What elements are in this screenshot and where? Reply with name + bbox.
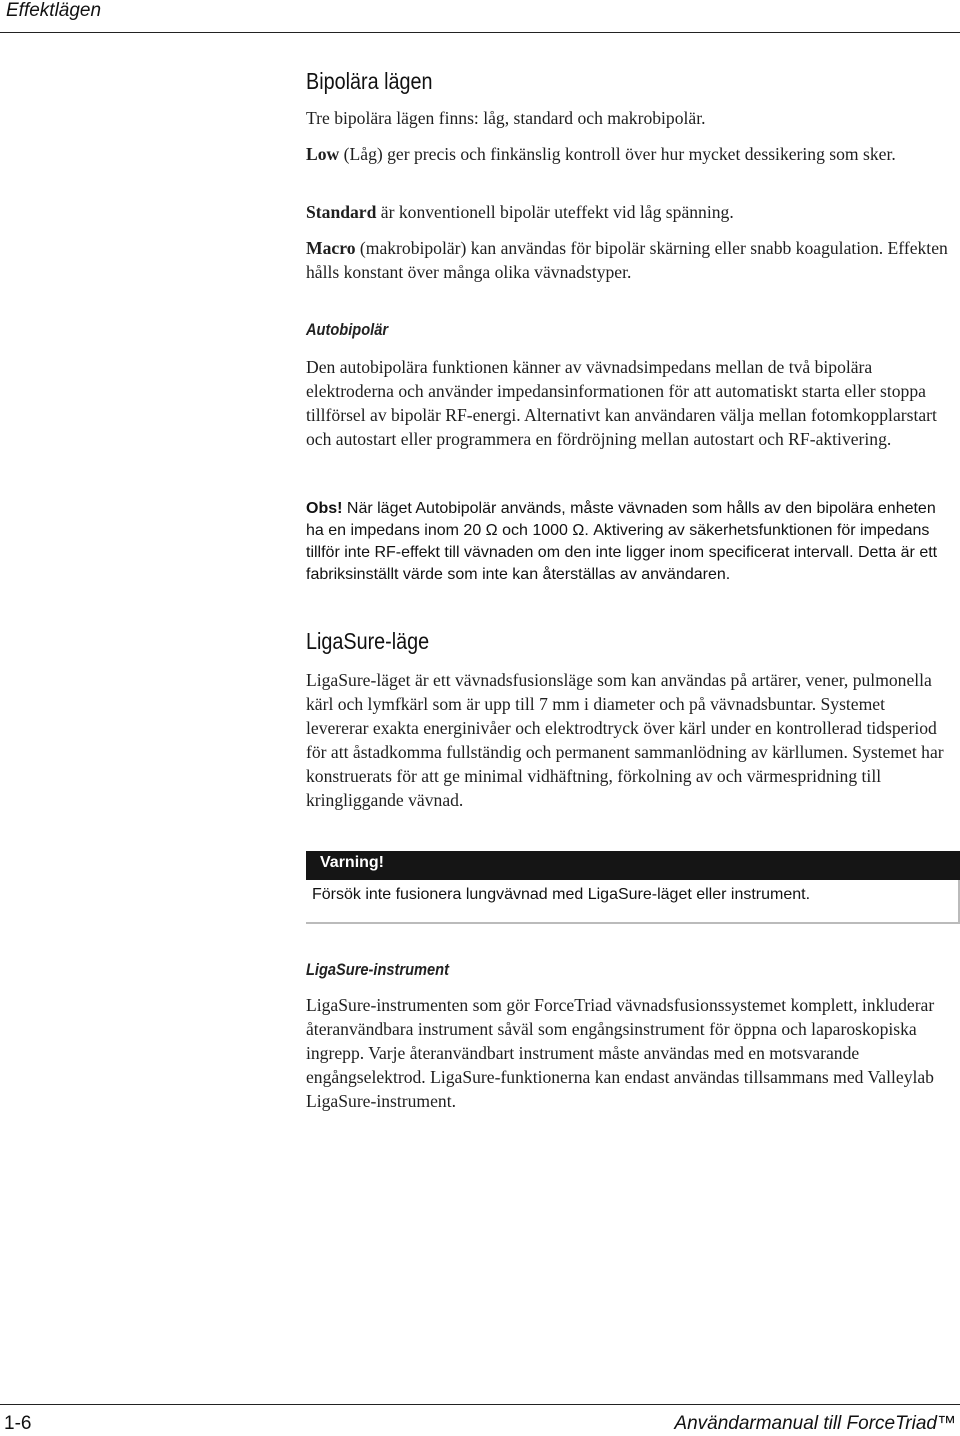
bipolar-standard: Standard är konventionell bipolär uteffekt vid låg spänning.	[306, 202, 734, 222]
footer-rule	[0, 1404, 960, 1405]
bipolar-intro: Tre bipolära lägen finns: låg, standard och makrobipolär.	[306, 108, 706, 128]
heading-ligasure-mode: LigaSure-läge	[306, 628, 430, 654]
running-header: Effektlägen	[6, 0, 102, 21]
warning-label: Varning!	[320, 854, 385, 871]
term-macro: Macro	[306, 238, 356, 258]
term-standard: Standard	[306, 202, 377, 222]
heading-autobipolar: Autobipolär	[306, 320, 389, 339]
ligasure-body: LigaSure-läget är ett vävnadsfusionsläge som kan användas på artärer, vener, pulmonella kärl och lymfkärl som är upp till 7 mm i diameter och på vävnadsbuntar. Systemet levererar exakta energinivåer och elektrodtryck över kärl under en kontrollerad tidsperiod för att åstadkomma fullständig och permanent sammanlödning av kärllumen. Systemet har konstruerats för att ge minimal vidhäftning, förkolning av och värmespridning till kringliggande vävnad.	[306, 670, 944, 810]
heading-ligasure-instrument: LigaSure-instrument	[306, 960, 449, 979]
term-low: Low	[306, 144, 340, 164]
warning-header	[306, 851, 960, 880]
instrument-body: LigaSure-instrumenten som gör ForceTriad vävnadsfusionssystemet komplett, inkluderar återanvändbara instrument såväl som engångsinstrument för öppna och laparoskopiska ingrepp. Varje återanvändbart instrument måste användas med en motsvarande engångselektrod. LigaSure-funktionerna kan endast användas tillsammans med Valleylab LigaSure-instrument.	[306, 995, 935, 1111]
warning-text: Försök inte fusionera lungvävnad med LigaSure-läget eller instrument.	[312, 886, 811, 903]
warning-box	[306, 880, 960, 924]
autobipolar-note: Obs! När läget Autobipolär används, måste vävnaden som hålls av den bipolära enheten ha en impedans inom 20 Ω och 1000 Ω. Aktivering av säkerhetsfunktionen för impedans tillför inte RF-effekt till vävnaden om den inte ligger inom specificerat intervall. Detta är ett fabriksinställt värde som inte kan återställas av användaren.	[306, 500, 938, 583]
page-number: 1-6	[4, 1413, 32, 1434]
header-rule	[0, 32, 960, 33]
bipolar-low: Low (Låg) ger precis och finkänslig kontroll över hur mycket dessikering som sker.	[306, 144, 896, 164]
bipolar-macro: Macro (makrobipolär) kan användas för bipolär skärning eller snabb koagulation. Effekten hålls konstant över många olika vävnadstyper.	[306, 238, 948, 282]
autobipolar-body: Den autobipolära funktionen känner av vävnadsimpedans mellan de två bipolära elektroderna och använder impedansinformationen för att automatiskt starta eller stoppa tillförsel av bipolär RF-energi. Alternativt kan användaren välja mellan fotomkopplarstart och autostart eller programmera en fördröjning mellan autostart och RF-aktivering.	[306, 357, 937, 449]
manual-title: Användarmanual till ForceTriad™	[674, 1413, 956, 1434]
heading-bipolar-modes: Bipolära lägen	[306, 68, 433, 94]
note-label: Obs!	[306, 500, 343, 517]
